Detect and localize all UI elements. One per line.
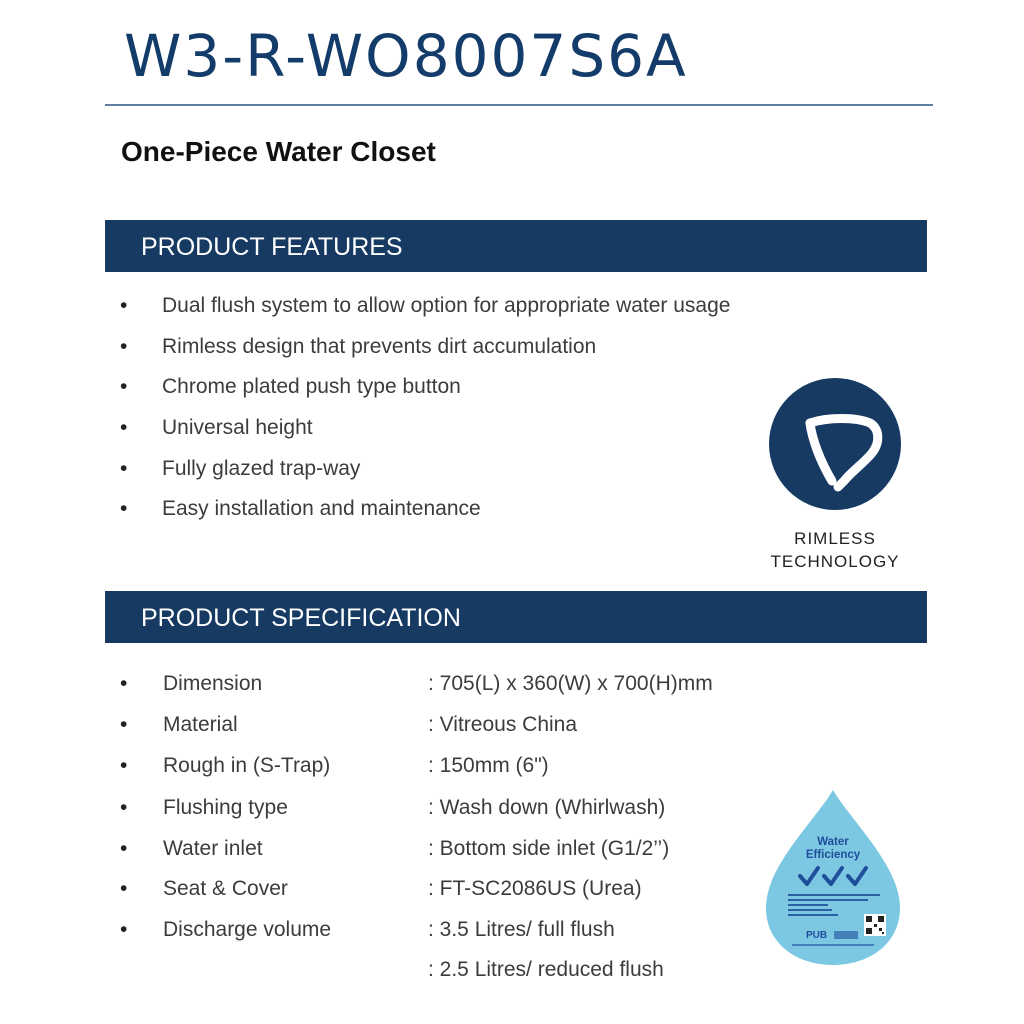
title-divider (105, 104, 933, 106)
rimless-line2: TECHNOLOGY (770, 552, 900, 571)
water-title-line2: Efficiency (805, 849, 861, 861)
bullet: • (120, 416, 128, 439)
spec-value: : FT-SC2086US (Urea) (428, 877, 642, 900)
product-type: One-Piece Water Closet (121, 136, 436, 167)
spec-label: Rough in (S-Trap) (163, 754, 331, 777)
feature-text: Dual flush system to allow option for appropriate water usage (162, 294, 731, 317)
feature-text: Easy installation and maintenance (162, 497, 481, 520)
spec-row (120, 958, 760, 986)
feature-text: Fully glazed trap-way (162, 457, 361, 480)
pub-logo: PUB (806, 930, 828, 941)
model-number: W3-R-WO8007S6A (124, 22, 688, 90)
bullet: • (120, 754, 128, 777)
rimless-bowl-icon (768, 377, 902, 511)
spec-row (120, 754, 760, 782)
spec-row (120, 918, 760, 946)
water-efficiency-label (762, 788, 904, 973)
water-drop-icon (762, 788, 904, 968)
water-title-line1: Water (817, 836, 849, 848)
spec-row (120, 713, 760, 741)
bullet: • (120, 918, 128, 941)
spec-label: Discharge volume (163, 918, 332, 941)
spec-label: Material (163, 713, 238, 736)
bullet: • (120, 375, 128, 398)
bullet: • (120, 497, 128, 520)
bullet: • (120, 877, 128, 900)
bullet: • (120, 457, 128, 480)
rimless-badge (768, 377, 902, 571)
rimless-line1: RIMLESS (794, 529, 876, 548)
spec-row (120, 796, 760, 824)
specification-heading-bar (105, 591, 927, 643)
spec-value: : 3.5 Litres/ full flush (428, 918, 615, 941)
bullet: • (120, 713, 128, 736)
bullet: • (120, 796, 128, 819)
spec-row (120, 672, 760, 700)
spec-label: Flushing type (163, 796, 288, 819)
bullet: • (120, 335, 128, 358)
bullet: • (120, 672, 128, 695)
feature-text: Chrome plated push type button (162, 375, 461, 398)
water-efficiency-title (762, 836, 904, 862)
spec-row (120, 837, 760, 865)
bullet: • (120, 294, 128, 317)
spec-label: Dimension (163, 672, 263, 695)
rimless-caption (758, 527, 912, 573)
specification-heading: PRODUCT SPECIFICATION (141, 604, 461, 632)
spec-value: : Bottom side inlet (G1/2’’) (428, 837, 670, 860)
feature-text: Rimless design that prevents dirt accumulation (162, 335, 597, 358)
qr-code-icon (864, 914, 886, 936)
spec-value: : Vitreous China (428, 713, 578, 736)
spec-value: : Wash down (Whirlwash) (428, 796, 666, 819)
spec-value: : 150mm (6") (428, 754, 549, 777)
features-heading: PRODUCT FEATURES (141, 233, 403, 261)
bullet: • (120, 837, 128, 860)
spec-label: Water inlet (163, 837, 263, 860)
features-heading-bar (105, 220, 927, 272)
spec-value: : 2.5 Litres/ reduced flush (428, 958, 664, 981)
feature-text: Universal height (162, 416, 313, 439)
spec-row (120, 877, 760, 905)
spec-label: Seat & Cover (163, 877, 288, 900)
spec-value: : 705(L) x 360(W) x 700(H)mm (428, 672, 713, 695)
